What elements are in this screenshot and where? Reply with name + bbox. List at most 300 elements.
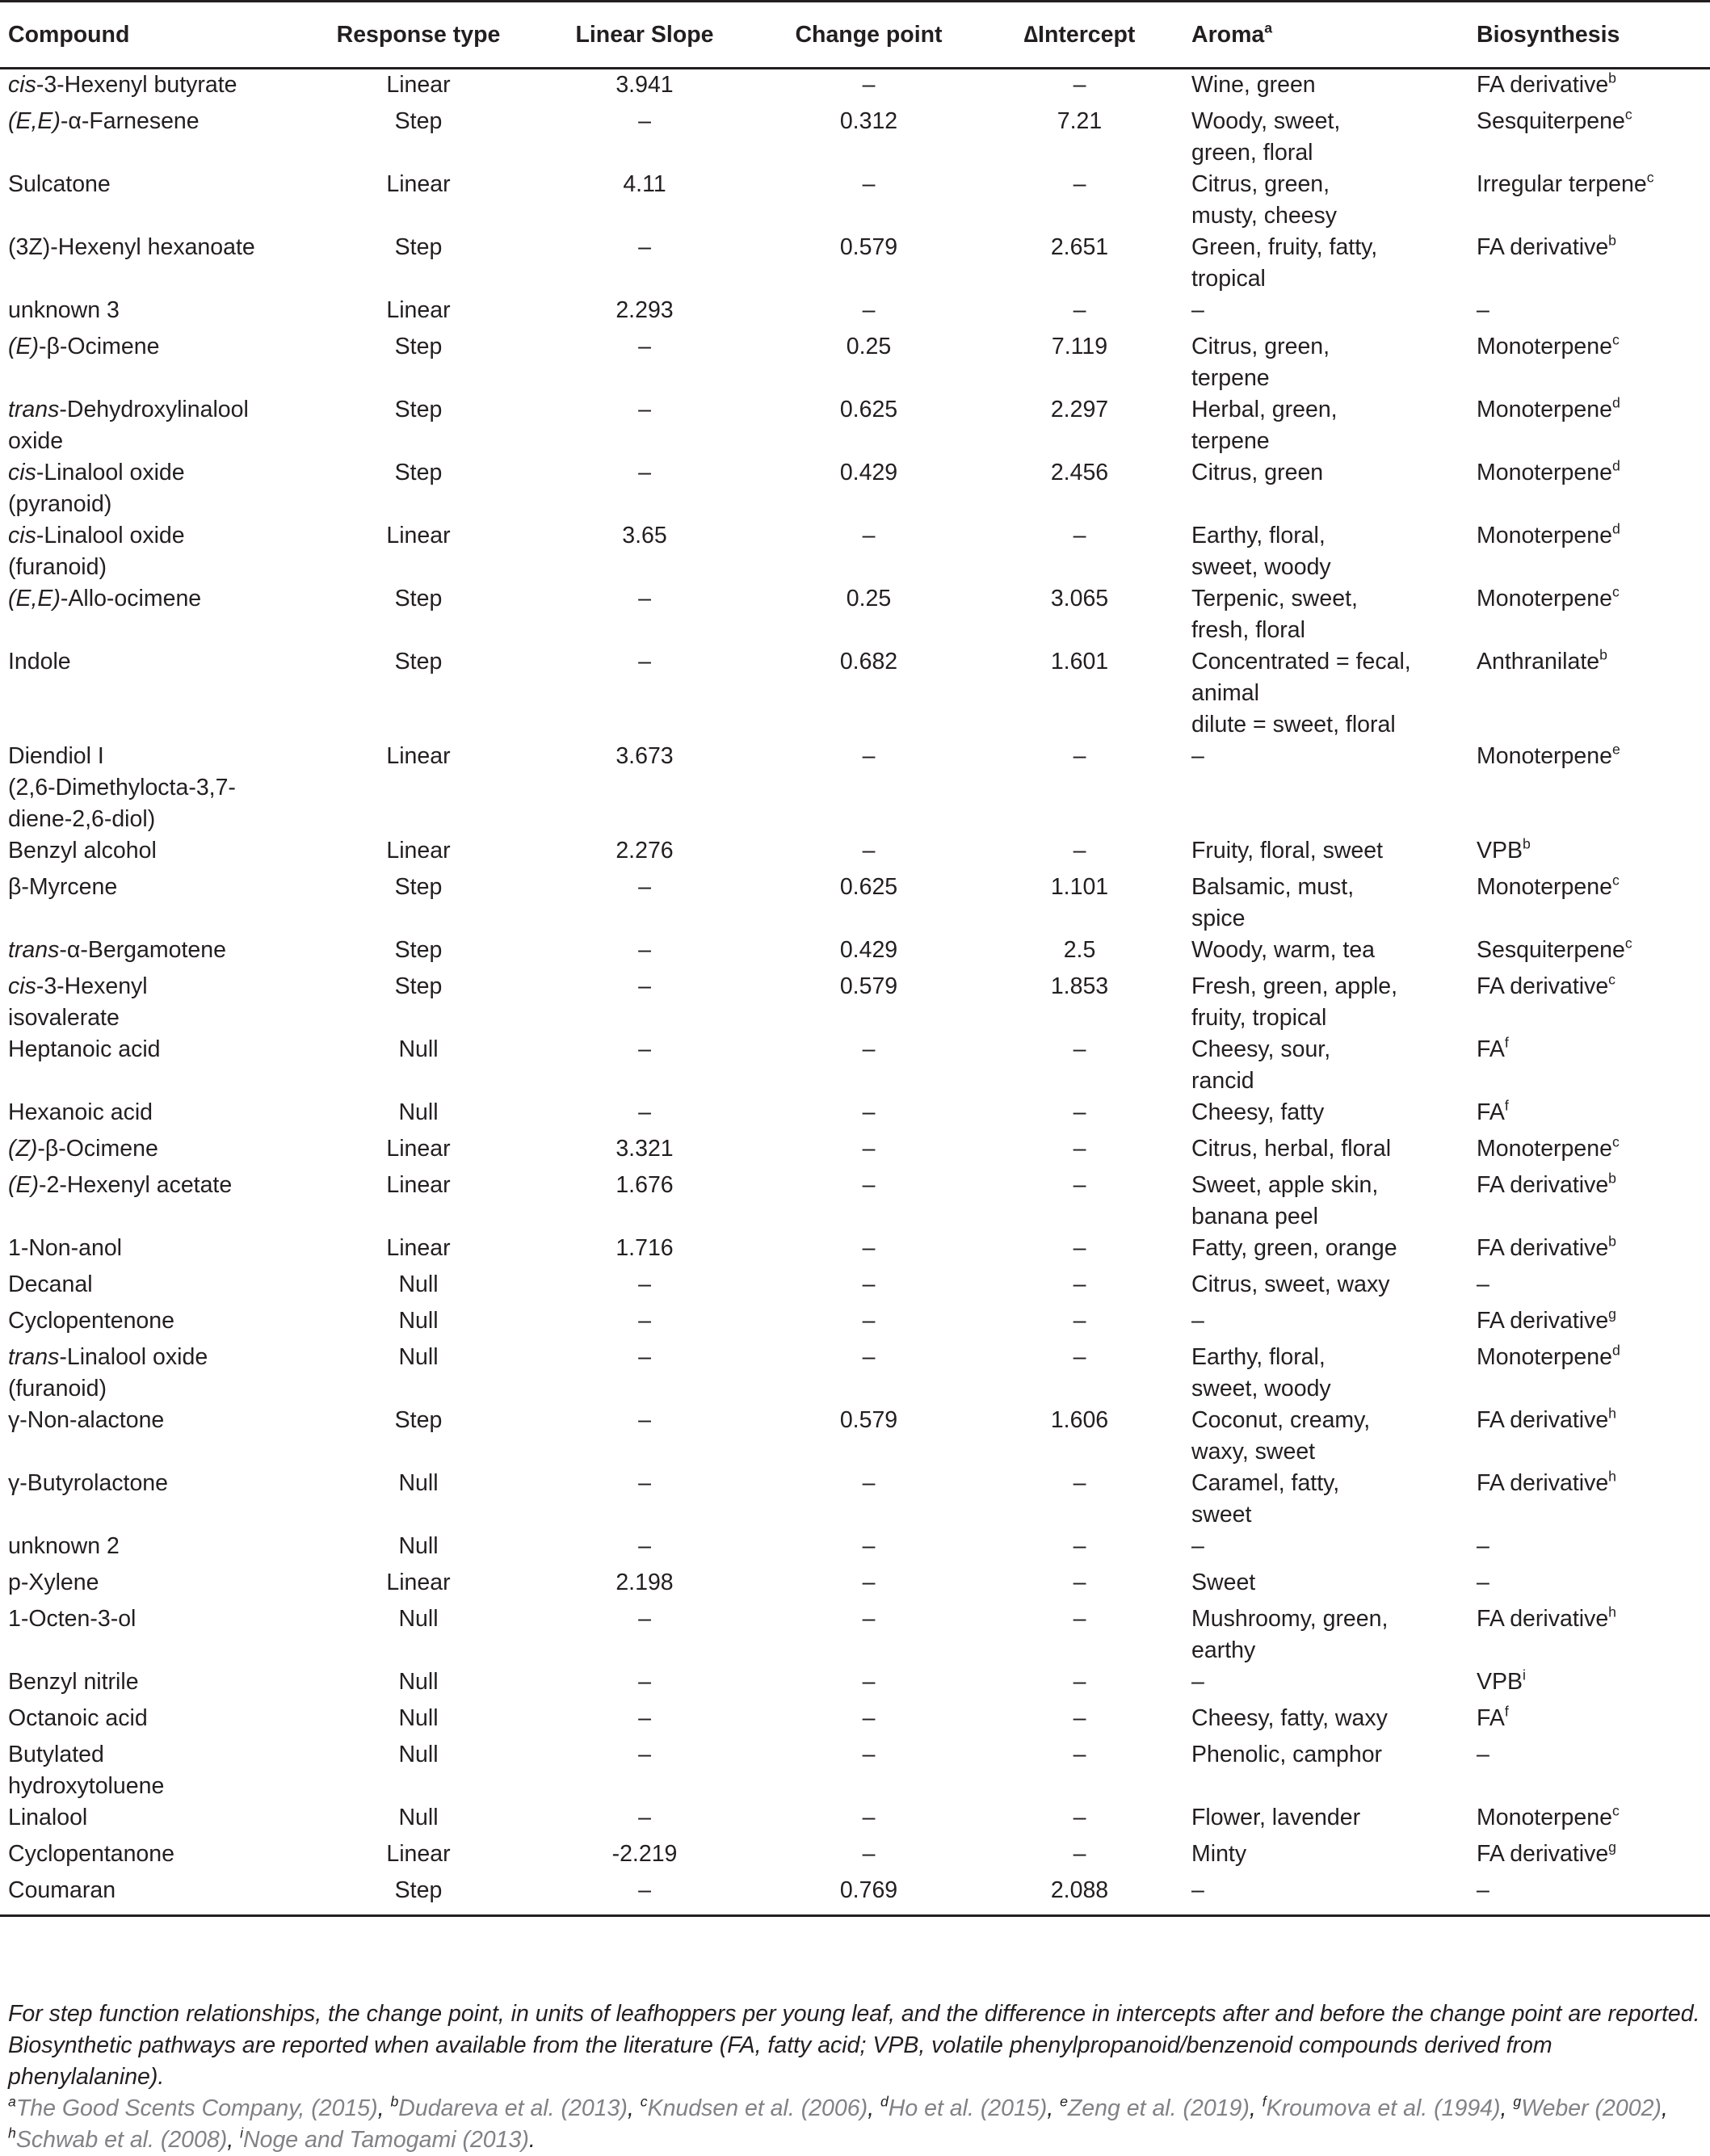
cell-response-type: Linear <box>386 1841 451 1867</box>
cell-response-type: Step <box>394 1877 443 1903</box>
cell-delta-intercept: – <box>1073 1099 1086 1125</box>
compound-base: -Allo-ocimene <box>60 586 202 611</box>
biosynthesis-text: Irregular terpene <box>1477 171 1647 197</box>
cell-biosynthesis <box>1468 1233 1710 1269</box>
cell-biosynthesis <box>1468 646 1710 741</box>
cell-aroma <box>1183 520 1468 583</box>
cell-linear-slope: – <box>638 1308 651 1334</box>
cell-change-point: 0.579 <box>839 234 898 260</box>
cell-delta-intercept: 7.21 <box>1057 108 1103 134</box>
aroma-line: Citrus, green, <box>1191 334 1330 359</box>
cell-change-point: – <box>862 1136 876 1162</box>
reference-link[interactable]: Noge and Tamogami (2013) <box>243 2127 529 2153</box>
cell-delta-intercept: – <box>1073 1606 1086 1632</box>
cell-response-type: Step <box>394 108 443 134</box>
biosynthesis-note: b <box>1608 69 1616 86</box>
cell-compound <box>0 1405 309 1468</box>
cell-change-point: – <box>862 1841 876 1867</box>
table-row <box>0 1405 1710 1468</box>
cell-linear-slope: – <box>638 1805 651 1830</box>
cell-delta-intercept: – <box>1073 1036 1086 1062</box>
aroma-line: Woody, warm, tea <box>1191 937 1376 963</box>
cell-response-type: Null <box>398 1805 439 1830</box>
cell-delta-intercept: 3.065 <box>1050 586 1109 611</box>
cell-delta-intercept: – <box>1073 1841 1086 1867</box>
cell-delta-intercept: 2.5 <box>1063 937 1096 963</box>
cell-aroma <box>1183 1703 1468 1739</box>
cell-response-type: Linear <box>386 171 451 197</box>
reference-item <box>1263 2095 1501 2121</box>
table-row <box>0 835 1710 872</box>
cell-response-type: Null <box>398 1308 439 1334</box>
cell-biosynthesis <box>1468 520 1710 583</box>
compound-base: Sulcatone <box>8 171 111 197</box>
aroma-line: spice <box>1191 906 1246 931</box>
biosynthesis-note: c <box>1608 971 1615 988</box>
compound-prefix: (E) <box>8 334 39 359</box>
biosynthesis-note: f <box>1504 1097 1509 1114</box>
cell-delta-intercept: 2.651 <box>1050 234 1109 260</box>
cell-linear-slope: – <box>638 1533 651 1559</box>
cell-biosynthesis <box>1468 1468 1710 1531</box>
cell-aroma <box>1183 106 1468 169</box>
reference-mark: h <box>8 2124 16 2141</box>
compound-base: Linalool <box>8 1805 88 1830</box>
compound-name <box>8 1875 309 1906</box>
reference-link[interactable]: Zeng et al. (2019) <box>1067 2095 1250 2121</box>
cell-linear-slope: 3.941 <box>616 72 674 98</box>
cell-biosynthesis <box>1468 583 1710 646</box>
biosynthesis-text: Monoterpene <box>1477 874 1612 900</box>
compound-base: Octanoic acid <box>8 1705 148 1731</box>
cell-compound <box>0 646 309 741</box>
compound-name <box>8 1133 309 1165</box>
aroma-line: musty, cheesy <box>1191 203 1338 229</box>
cell-compound <box>0 1269 309 1305</box>
biosynthesis-note: h <box>1608 1468 1616 1485</box>
cell-compound <box>0 1666 309 1703</box>
cell-change-point: – <box>862 1669 876 1695</box>
biosynthesis-note: i <box>1523 1666 1526 1683</box>
cell-delta-intercept: – <box>1073 1235 1086 1261</box>
cell-linear-slope: 3.65 <box>622 523 667 548</box>
cell-delta-intercept: – <box>1073 838 1086 864</box>
reference-item <box>1513 2095 1662 2121</box>
aroma-line: fresh, floral <box>1191 617 1305 643</box>
cell-response-type: Step <box>394 874 443 900</box>
cell-linear-slope: 4.11 <box>623 171 666 197</box>
cell-aroma <box>1183 1034 1468 1097</box>
biosynthesis-note: c <box>1611 1802 1620 1819</box>
compound-base: Coumaran <box>8 1877 116 1903</box>
compound-name <box>8 169 309 200</box>
aroma-line: Mushroomy, green, <box>1191 1606 1389 1632</box>
cell-change-point: 0.429 <box>839 937 898 963</box>
cell-response-type: Linear <box>386 838 451 864</box>
reference-item <box>8 2095 378 2121</box>
cell-aroma <box>1183 1133 1468 1170</box>
cell-delta-intercept: – <box>1073 1136 1086 1162</box>
compound-prefix: trans <box>8 937 60 963</box>
cell-change-point: – <box>862 838 876 864</box>
cell-delta-intercept: – <box>1073 72 1086 98</box>
cell-biosynthesis <box>1468 1405 1710 1468</box>
compound-base: -Linalool oxide <box>59 1344 208 1370</box>
cell-response-type: Null <box>398 1606 439 1632</box>
biosynthesis-text: Sesquiterpene <box>1477 108 1625 134</box>
cell-biosynthesis <box>1468 457 1710 520</box>
compound-name <box>8 457 309 489</box>
table-row <box>0 106 1710 169</box>
cell-response-type: Null <box>398 1099 439 1125</box>
cell-response-type: Linear <box>386 1235 451 1261</box>
cell-change-point: – <box>862 1705 876 1731</box>
cell-linear-slope: – <box>638 1669 651 1695</box>
biosynthesis-text: Monoterpene <box>1477 743 1612 769</box>
aroma-line: Sweet, apple skin, <box>1191 1172 1379 1198</box>
reference-link[interactable]: Dudareva et al. (2013) <box>398 2095 628 2121</box>
cell-response-type: Linear <box>386 72 451 98</box>
biosynthesis-text: Monoterpene <box>1477 523 1612 548</box>
compound-base: γ-Non-alactone <box>8 1407 165 1433</box>
cell-response-type: Linear <box>386 1570 451 1595</box>
compound-base: Benzyl nitrile <box>8 1669 139 1695</box>
cell-change-point: – <box>862 171 876 197</box>
cell-compound <box>0 1739 309 1802</box>
cell-linear-slope: – <box>638 397 651 422</box>
cell-aroma <box>1183 1305 1468 1342</box>
cell-compound <box>0 1567 309 1603</box>
compound-name <box>8 1170 309 1201</box>
table-footnote <box>8 1998 1704 2156</box>
cell-compound <box>0 1603 309 1666</box>
cell-biosynthesis <box>1468 1739 1710 1802</box>
cell-response-type: Step <box>394 1407 443 1433</box>
aroma-line: sweet <box>1191 1502 1252 1528</box>
aroma-line: sweet, woody <box>1191 1376 1331 1402</box>
cell-response-type: Step <box>394 649 443 675</box>
compound-name <box>8 1703 309 1734</box>
cell-linear-slope: – <box>638 973 651 999</box>
cell-linear-slope: 2.293 <box>616 297 674 323</box>
biosynthesis-text: Monoterpene <box>1477 460 1612 485</box>
aroma-line: Citrus, green, <box>1191 171 1330 197</box>
aroma-line: waxy, sweet <box>1191 1439 1316 1465</box>
table-row <box>0 1342 1710 1405</box>
table-row <box>0 1567 1710 1603</box>
biosynthesis-text: – <box>1477 1570 1489 1595</box>
reference-item <box>8 2124 228 2153</box>
cell-linear-slope: – <box>638 1036 651 1062</box>
compound-base: -Linalool oxide <box>36 523 185 548</box>
aroma-line: Cheesy, sour, <box>1191 1036 1331 1062</box>
biosynthesis-note: c <box>1611 583 1620 600</box>
biosynthesis-text: FA derivative <box>1477 1308 1609 1334</box>
cell-response-type: Step <box>394 334 443 359</box>
reference-link[interactable]: Ho et al. (2015) <box>888 2095 1048 2121</box>
cell-aroma <box>1183 1567 1468 1603</box>
compound-prefix: trans <box>8 397 60 422</box>
header-aroma: Aroma$^a$ <box>1183 2 1468 69</box>
cell-biosynthesis <box>1468 1531 1710 1567</box>
compound-name <box>8 232 309 263</box>
biosynthesis-text: Monoterpene <box>1477 397 1612 422</box>
cell-aroma <box>1183 295 1468 331</box>
cell-aroma <box>1183 69 1468 107</box>
reference-link[interactable]: Knudsen et al. (2006) <box>647 2095 868 2121</box>
cell-compound <box>0 1233 309 1269</box>
reference-mark: c <box>640 2093 648 2110</box>
table-row <box>0 520 1710 583</box>
biosynthesis-text: Monoterpene <box>1477 334 1612 359</box>
table-row <box>0 232 1710 295</box>
table-body <box>0 69 1710 1916</box>
cell-delta-intercept: – <box>1073 1308 1086 1334</box>
biosynthesis-text: FA derivative <box>1477 1235 1609 1261</box>
cell-aroma <box>1183 1342 1468 1405</box>
compound-name <box>8 1567 309 1599</box>
compound-base: (3Z)-Hexenyl hexanoate <box>8 234 255 260</box>
cell-biosynthesis <box>1468 106 1710 169</box>
compound-base: 1-Non-anol <box>8 1235 122 1261</box>
cell-aroma <box>1183 583 1468 646</box>
cell-delta-intercept: – <box>1073 171 1086 197</box>
table-row <box>0 1097 1710 1133</box>
cell-response-type: Null <box>398 1533 439 1559</box>
table-row <box>0 1839 1710 1875</box>
cell-response-type: Linear <box>386 1172 451 1198</box>
cell-change-point: 0.25 <box>846 334 892 359</box>
cell-response-type: Null <box>398 1705 439 1731</box>
compound-name <box>8 1839 309 1870</box>
cell-biosynthesis <box>1468 971 1710 1034</box>
cell-aroma <box>1183 935 1468 971</box>
cell-biosynthesis <box>1468 1875 1710 1916</box>
compound-prefix: cis <box>8 72 36 98</box>
cell-compound <box>0 1875 309 1916</box>
reference-link[interactable]: Weber (2002) <box>1521 2095 1662 2121</box>
reference-mark: d <box>880 2093 889 2110</box>
aroma-line: Fatty, green, orange <box>1191 1235 1397 1261</box>
aroma-line: Terpenic, sweet, <box>1191 586 1358 611</box>
cell-biosynthesis <box>1468 1342 1710 1405</box>
cell-linear-slope: – <box>638 1344 651 1370</box>
compound-prefix: trans <box>8 1344 60 1370</box>
biosynthesis-text: Monoterpene <box>1477 1344 1612 1370</box>
compound-base: Benzyl alcohol <box>8 838 157 864</box>
aroma-line: fruity, tropical <box>1191 1005 1327 1031</box>
table-row <box>0 1531 1710 1567</box>
biosynthesis-note: f <box>1504 1034 1509 1051</box>
table-row <box>0 69 1710 107</box>
header-compound: Compound <box>0 2 309 69</box>
aroma-line: Woody, sweet, <box>1191 108 1341 134</box>
compound-name-line2: (furanoid) <box>8 1376 107 1402</box>
compound-base: unknown 2 <box>8 1533 120 1559</box>
biosynthesis-note: d <box>1611 520 1620 537</box>
cell-change-point: – <box>862 1606 876 1632</box>
compound-name-line2: (pyranoid) <box>8 491 112 517</box>
compound-name <box>8 106 309 137</box>
reference-item <box>390 2095 627 2121</box>
cell-aroma <box>1183 741 1468 835</box>
cell-change-point: 0.579 <box>839 1407 898 1433</box>
cell-aroma <box>1183 1603 1468 1666</box>
table-row <box>0 1875 1710 1916</box>
compound-name <box>8 1739 309 1771</box>
cell-compound <box>0 1034 309 1097</box>
cell-linear-slope: – <box>638 874 651 900</box>
reference-item <box>240 2124 529 2153</box>
biosynthesis-text: VPB <box>1477 1669 1523 1695</box>
aroma-line: – <box>1191 1308 1204 1334</box>
reference-item <box>641 2095 868 2121</box>
cell-delta-intercept: – <box>1073 1271 1086 1297</box>
cell-linear-slope: – <box>638 1606 651 1632</box>
biosynthesis-text: Sesquiterpene <box>1477 937 1625 963</box>
aroma-line: earthy <box>1191 1637 1256 1663</box>
table-row <box>0 295 1710 331</box>
biosynthesis-note: b <box>1608 232 1616 249</box>
cell-biosynthesis <box>1468 835 1710 872</box>
aroma-line: tropical <box>1191 266 1266 292</box>
table-row <box>0 1170 1710 1233</box>
cell-aroma <box>1183 1839 1468 1875</box>
reference-link[interactable]: The Good Scents Company, (2015) <box>15 2095 378 2121</box>
compound-base: Decanal <box>8 1271 93 1297</box>
reference-link[interactable]: Schwab et al. (2008) <box>15 2127 228 2153</box>
compound-base: -α-Farnesene <box>60 108 200 134</box>
biosynthesis-text: Monoterpene <box>1477 1136 1612 1162</box>
cell-response-type: Step <box>394 234 443 260</box>
cell-linear-slope: – <box>638 334 651 359</box>
compound-base: β-Myrcene <box>8 874 118 900</box>
aroma-line: terpene <box>1191 428 1270 454</box>
cell-change-point: 0.625 <box>839 397 898 422</box>
table-row <box>0 1703 1710 1739</box>
cell-linear-slope: 1.716 <box>616 1235 674 1261</box>
cell-change-point: – <box>862 1036 876 1062</box>
cell-change-point: – <box>862 1172 876 1198</box>
header-linear-slope: Linear Slope <box>519 2 762 69</box>
biosynthesis-note: b <box>1523 835 1531 852</box>
compound-name <box>8 583 309 615</box>
compound-base: -3-Hexenyl butyrate <box>36 72 237 98</box>
cell-delta-intercept: – <box>1073 743 1086 769</box>
cell-linear-slope: – <box>638 1877 651 1903</box>
aroma-line: Wine, green <box>1191 72 1316 98</box>
biosynthesis-text: FA derivative <box>1477 973 1609 999</box>
cell-delta-intercept: 1.853 <box>1050 973 1109 999</box>
cell-compound <box>0 1097 309 1133</box>
compound-name <box>8 1603 309 1635</box>
compound-base: -β-Ocimene <box>39 334 160 359</box>
cell-aroma <box>1183 971 1468 1034</box>
table-row <box>0 935 1710 971</box>
cell-linear-slope: – <box>638 460 651 485</box>
table-row <box>0 1666 1710 1703</box>
cell-biosynthesis <box>1468 295 1710 331</box>
compound-prefix: (Z) <box>8 1136 38 1162</box>
compound-base: -Dehydroxylinalool <box>59 397 249 422</box>
table-row <box>0 1269 1710 1305</box>
compound-base: Hexanoic acid <box>8 1099 153 1125</box>
compound-name <box>8 1034 309 1065</box>
compound-base: Cyclopentanone <box>8 1841 174 1867</box>
cell-delta-intercept: – <box>1073 1805 1086 1830</box>
cell-aroma <box>1183 1666 1468 1703</box>
biosynthesis-note: c <box>1646 169 1654 186</box>
cell-aroma <box>1183 394 1468 457</box>
compound-name <box>8 520 309 552</box>
cell-aroma <box>1183 1739 1468 1802</box>
table-row <box>0 1133 1710 1170</box>
biosynthesis-text: – <box>1477 1742 1489 1767</box>
cell-delta-intercept: 2.456 <box>1050 460 1109 485</box>
biosynthesis-note: h <box>1608 1405 1616 1422</box>
cell-change-point: – <box>862 72 876 98</box>
biosynthesis-text: Monoterpene <box>1477 586 1612 611</box>
reference-link[interactable]: Kroumova et al. (1994) <box>1266 2095 1501 2121</box>
compound-prefix: cis <box>8 973 36 999</box>
cell-biosynthesis <box>1468 1839 1710 1875</box>
cell-response-type: Linear <box>386 523 451 548</box>
cell-biosynthesis <box>1468 331 1710 394</box>
cell-response-type: Null <box>398 1742 439 1767</box>
table-row <box>0 1305 1710 1342</box>
cell-aroma <box>1183 1233 1468 1269</box>
compound-name-line2: hydroxytoluene <box>8 1773 165 1799</box>
cell-compound <box>0 1839 309 1875</box>
compound-base: -2-Hexenyl acetate <box>39 1172 233 1198</box>
biosynthesis-note: c <box>1611 331 1620 348</box>
compound-prefix: cis <box>8 460 36 485</box>
aroma-line: Earthy, floral, <box>1191 523 1326 548</box>
table-row <box>0 1603 1710 1666</box>
cell-compound <box>0 394 309 457</box>
compound-base: -β-Ocimene <box>37 1136 158 1162</box>
cell-delta-intercept: – <box>1073 523 1086 548</box>
table-row <box>0 1802 1710 1839</box>
biosynthesis-text: Monoterpene <box>1477 1805 1612 1830</box>
cell-biosynthesis <box>1468 872 1710 935</box>
aroma-line: Herbal, green, <box>1191 397 1338 422</box>
biosynthesis-note: d <box>1611 1342 1620 1359</box>
compound-base: -3-Hexenyl <box>36 973 148 999</box>
biosynthesis-text: VPB <box>1477 838 1523 864</box>
cell-linear-slope: – <box>638 1705 651 1731</box>
cell-delta-intercept: 7.119 <box>1051 334 1108 359</box>
compound-name <box>8 872 309 903</box>
cell-aroma <box>1183 457 1468 520</box>
header-delta-intercept: ∆Intercept <box>968 2 1183 69</box>
cell-response-type: Null <box>398 1344 439 1370</box>
cell-biosynthesis <box>1468 1305 1710 1342</box>
cell-change-point: – <box>862 1570 876 1595</box>
table-row <box>0 1739 1710 1802</box>
cell-linear-slope: – <box>638 234 651 260</box>
compound-name-line2: (2,6-Dimethylocta-3,7- <box>8 775 236 801</box>
biosynthesis-note: f <box>1504 1703 1509 1720</box>
compound-name <box>8 1666 309 1698</box>
table-row <box>0 169 1710 232</box>
cell-aroma <box>1183 1802 1468 1839</box>
biosynthesis-text: – <box>1477 297 1489 323</box>
biosynthesis-note: d <box>1611 457 1620 474</box>
aroma-line: Minty <box>1191 1841 1247 1867</box>
aroma-line: – <box>1191 743 1204 769</box>
cell-aroma <box>1183 872 1468 935</box>
